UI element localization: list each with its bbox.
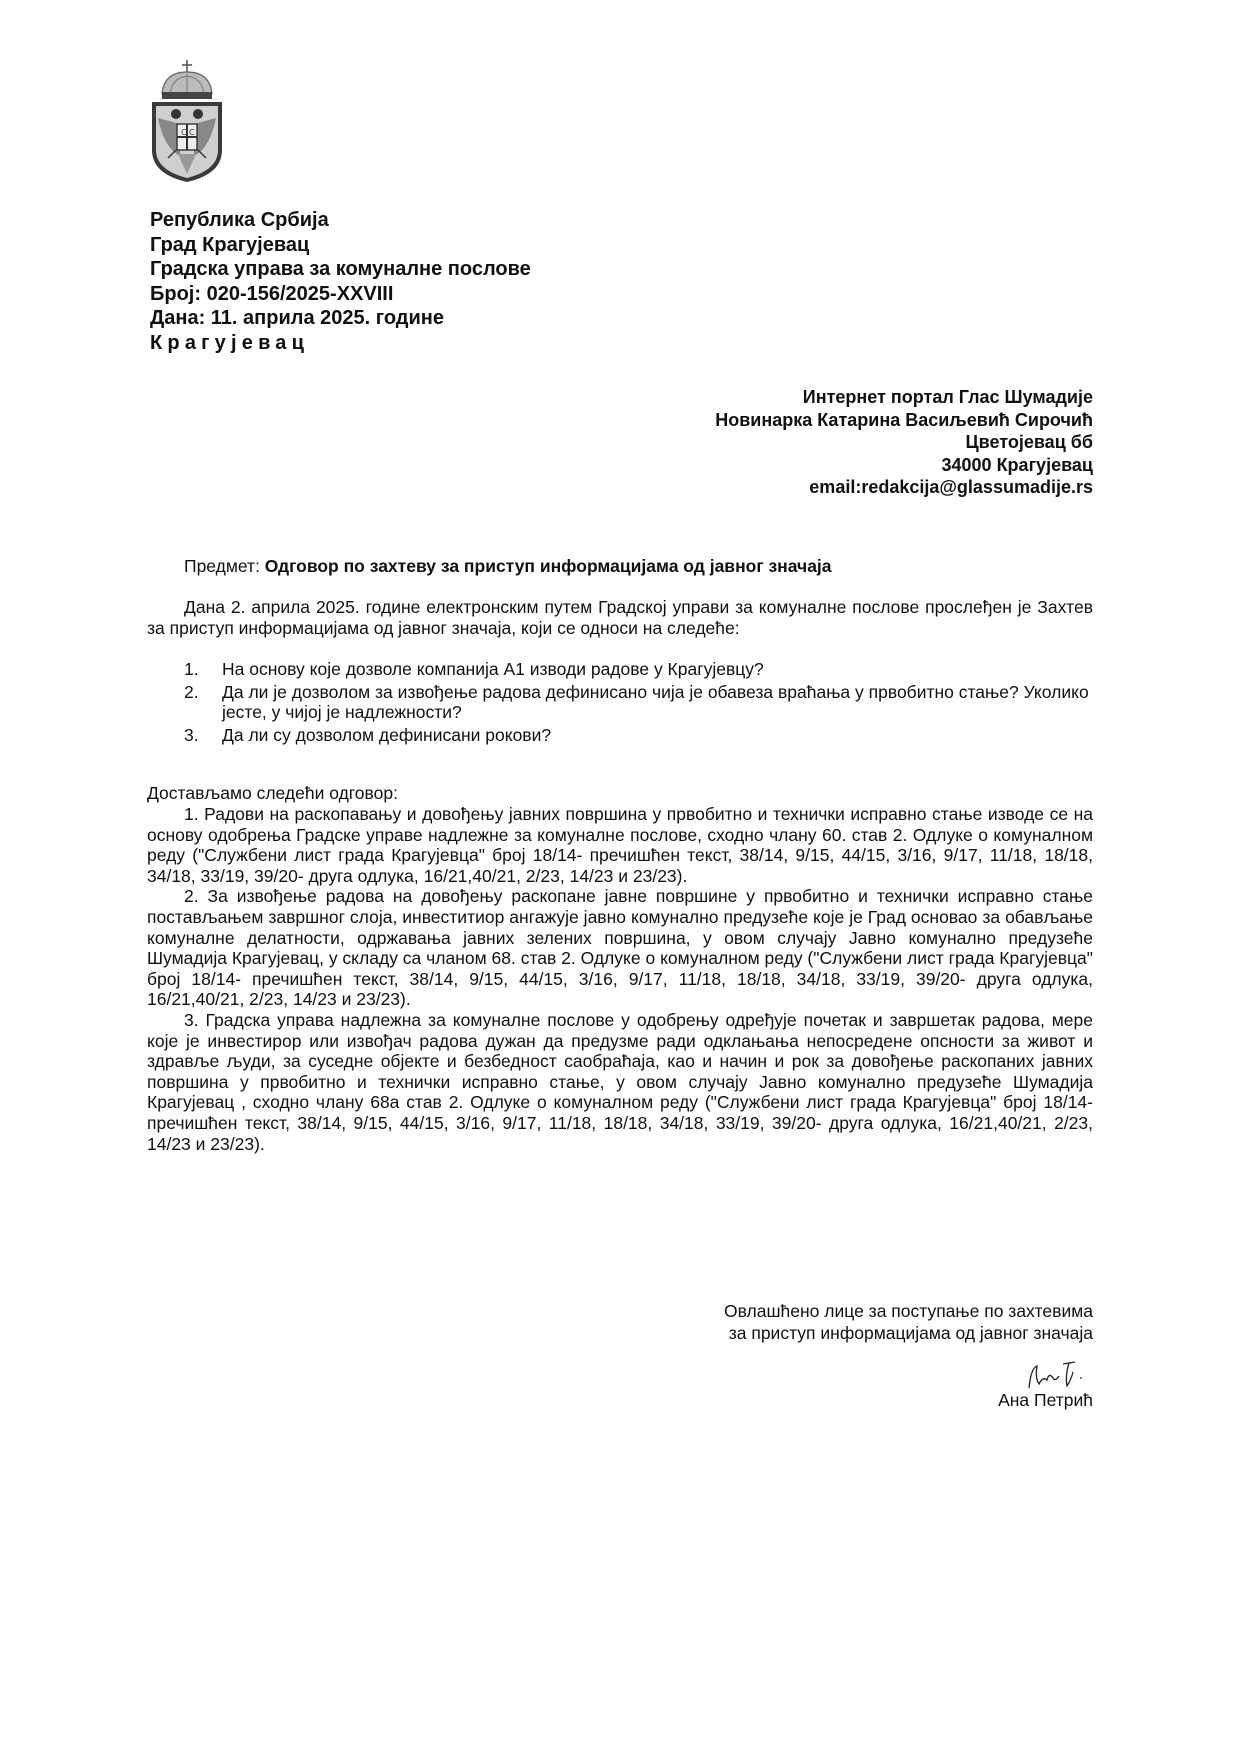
- answer-paragraph: 2. За извођење радова на довођењу раскопане јавне површине у првобитно и технички исправно стање постављањем завршног слоја, инвеститиор ангажује јавно комунално предузеће које је Град основао за обављање комуналне делатности, одржавања јавних зелених површина, у овом случају Јавно комунално предузеће Шумадија Крагујевац, у складу са чланом 68. став 2. Одлуке о комуналном реду ("Службени лист града Крагујевца" број 18/14- пречишћен текст, 38/14, 9/15, 44/15, 3/16, 9/17, 11/18, 18/18, 34/18, 33/19, 39/20- друга одлука, 16/21,40/21, 2/23, 14/23 и 23/23).: [147, 886, 1093, 1010]
- question-number: 1.: [184, 659, 199, 679]
- signature-title: [724, 1300, 1093, 1344]
- answer-paragraph: 1. Радови на раскопавању и довођењу јавних површина у првобитно и технички исправно стање изводе се на основу одобрења Градске управе надлежне за комуналне послове, сходно члану 60. став 2. Одлуке о комуналном реду ("Службени лист града Крагујевца" број 18/14- пречишћен текст, 38/14, 9/15, 44/15, 3/16, 9/17, 11/18, 18/18, 34/18, 33/19, 39/20- друга одлука, 16/21,40/21, 2/23, 14/23 и 23/23).: [147, 804, 1093, 886]
- header-country: Република Србија: [150, 209, 329, 231]
- question-number: 2.: [184, 681, 199, 702]
- question-text: На основу које дозволе компанија А1 изводи радове у Крагујевцу?: [222, 659, 764, 679]
- header-location: Крагујевац: [150, 331, 310, 354]
- question-text: Да ли су дозволом дефинисани рокови?: [222, 724, 552, 745]
- serbian-coat-of-arms-icon: [150, 58, 224, 182]
- question-number: 3.: [184, 724, 199, 745]
- answer-intro: Достављамо следећи одговор:: [147, 783, 398, 803]
- subject-text: Одговор по захтеву за приступ информацијама од јавног значаја: [264, 556, 832, 576]
- signer-name: Ана Петрић: [998, 1390, 1093, 1410]
- signature-title-line: за приступ информацијама од јавног значаја: [728, 1323, 1093, 1343]
- question-item: [147, 659, 1093, 680]
- subject-label: Предмет:: [184, 556, 265, 576]
- header-city: Град Крагујевац: [150, 233, 310, 256]
- svg-text:С: С: [189, 128, 195, 137]
- header-date: Дана: 11. априла 2025. године: [150, 307, 444, 329]
- svg-text:С: С: [181, 128, 187, 137]
- signature-title-line: Овлашћено лице за поступање по захтевима: [724, 1301, 1093, 1321]
- recipient-street: Цветојевац бб: [965, 432, 1093, 452]
- recipient-address: [715, 386, 1093, 499]
- recipient-email: email:redakcija@glassumadije.rs: [809, 477, 1093, 497]
- recipient-postal-city: 34000 Крагујевац: [941, 454, 1093, 475]
- header-reference-number: Број: 020-156/2025-XXVIII: [150, 282, 394, 305]
- question-item: [147, 682, 1093, 723]
- handwritten-signature-icon: [1025, 1358, 1085, 1394]
- intro-paragraph-block: [147, 597, 1093, 638]
- questions-list: [147, 659, 1093, 747]
- question-item: [147, 725, 1093, 746]
- answer-paragraph: 3. Градска управа надлежна за комуналне послове у одобрењу одређује почетак и завршетак радова, мере које је инвестирор или извођач радова дужан да предузме ради одклањања непосредене опсности за живот и здравље људи, за суседне објекте и безбедност саобраћаја, као и начин и рок за довођење раскопаних јавних површина у првобитно и технички исправно стање, у овом случају Јавно комунално предузеће Шумадија Крагујевац , сходно члану 68а став 2. Одлуке о комуналном реду ("Службени лист града Крагујевца" број 18/14- пречишћен текст, 38/14, 9/15, 44/15, 3/16, 9/17, 11/18, 18/18, 34/18, 33/19, 39/20- друга одлука, 16/21,40/21, 2/23, 14/23 и 23/23).: [147, 1009, 1093, 1154]
- sender-header: [150, 208, 531, 355]
- intro-paragraph: Дана 2. априла 2025. године електронским путем Градској управи за комуналне послове прослеђен је Захтев за приступ информацијама од јавног значаја, који се односи на следеће:: [147, 597, 1093, 638]
- subject-line: [184, 556, 832, 577]
- recipient-name: Новинарка Катарина Васиљевић Сирочић: [715, 409, 1093, 430]
- header-department: Градска управа за комуналне послове: [150, 258, 531, 280]
- recipient-organization: Интернет портал Глас Шумадије: [802, 387, 1093, 407]
- answers-block: [147, 804, 1093, 1154]
- question-text: Да ли је дозволом за извођење радова дефинисано чија је обавеза враћања у првобитно стање? Уколико јесте, у чијој је надлежности?: [222, 681, 1089, 723]
